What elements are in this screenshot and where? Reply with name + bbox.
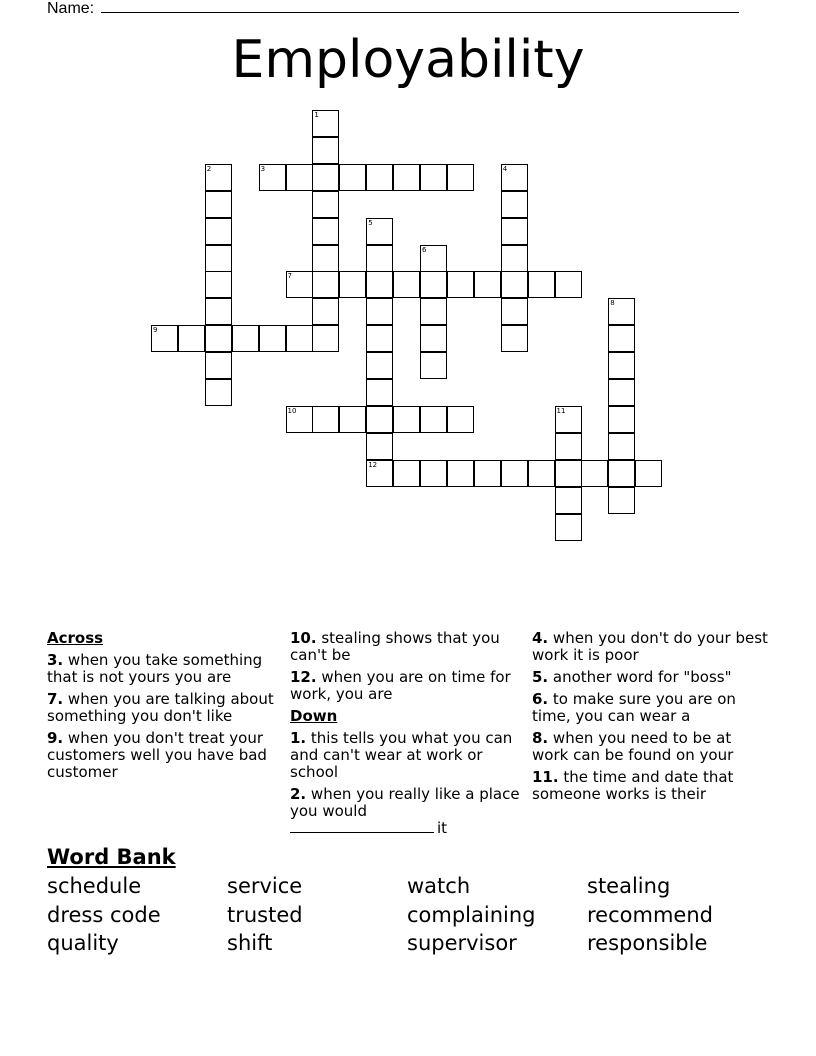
clue-number: 6 — [422, 245, 427, 254]
clue-number: 12 — [368, 460, 378, 469]
grid-cell[interactable] — [366, 271, 393, 298]
word-bank-item: recommend — [587, 902, 713, 927]
grid-cell[interactable] — [205, 379, 232, 406]
grid-cell[interactable] — [393, 406, 420, 433]
grid-cell[interactable] — [259, 164, 286, 191]
word-bank-item: trusted — [227, 902, 303, 927]
word-bank-item: supervisor — [407, 931, 517, 955]
grid-cell[interactable] — [555, 406, 582, 433]
across-clue-9: 9. when you don't treat your customers well you have bad customer — [47, 729, 267, 781]
grid-cell[interactable] — [393, 271, 420, 298]
word-bank-item: schedule — [47, 874, 142, 898]
grid-cell[interactable] — [528, 271, 555, 298]
grid-cell[interactable] — [366, 433, 393, 460]
grid-cell[interactable] — [447, 460, 474, 487]
grid-cell[interactable] — [312, 110, 339, 137]
grid-cell[interactable] — [608, 352, 635, 379]
grid-cell[interactable] — [312, 137, 339, 164]
grid-cell[interactable] — [528, 460, 555, 487]
grid-cell[interactable] — [447, 271, 474, 298]
clue-number: 1 — [314, 111, 319, 119]
grid-cell[interactable] — [420, 406, 447, 433]
grid-cell[interactable] — [366, 218, 393, 245]
grid-cell[interactable] — [205, 352, 232, 379]
grid-cell[interactable] — [420, 460, 447, 487]
word-bank-title: Word Bank — [47, 845, 176, 869]
grid-cell[interactable] — [286, 325, 313, 352]
grid-cell[interactable] — [286, 406, 313, 433]
grid-cell[interactable] — [312, 325, 339, 352]
word-bank-item: quality — [47, 931, 119, 955]
across-clue-7: 7. when you are talking about something you don't like — [47, 690, 274, 725]
grid-cell[interactable] — [178, 325, 205, 352]
grid-cell[interactable] — [366, 379, 393, 406]
grid-cell[interactable] — [555, 487, 582, 514]
clue-column-2 — [290, 630, 528, 842]
grid-cell[interactable] — [608, 460, 635, 487]
grid-cell[interactable] — [259, 325, 286, 352]
clue-number: 7 — [287, 272, 292, 281]
grid-cell[interactable] — [151, 325, 178, 352]
down-clue-6: 6. to make sure you are on time, you can wear a — [532, 690, 736, 725]
down-clue-11: 11. the time and date that someone works is their — [532, 768, 734, 803]
grid-cell[interactable] — [501, 460, 528, 487]
grid-cell[interactable] — [205, 245, 232, 272]
down-clue-5: 5. another word for "boss" — [532, 668, 732, 686]
word-bank-item: stealing — [587, 874, 671, 898]
clue-number: 5 — [368, 218, 373, 227]
grid-cell[interactable] — [366, 406, 393, 433]
word-bank-item: watch — [407, 874, 471, 898]
word-bank-item: service — [227, 874, 303, 898]
grid-cell[interactable] — [420, 352, 447, 379]
clue-number: 9 — [153, 326, 158, 335]
word-bank-item: complaining — [407, 902, 536, 927]
grid-cell[interactable] — [339, 406, 366, 433]
grid-cell[interactable] — [474, 460, 501, 487]
grid-cell[interactable] — [339, 271, 366, 298]
grid-cell[interactable] — [286, 164, 313, 191]
grid-cell[interactable] — [312, 271, 339, 298]
grid-cell[interactable] — [474, 271, 501, 298]
grid-cell[interactable] — [366, 245, 393, 272]
grid-cell[interactable] — [312, 191, 339, 218]
grid-cell[interactable] — [555, 460, 582, 487]
grid-cell[interactable] — [366, 460, 393, 487]
grid-cell[interactable] — [447, 406, 474, 433]
across-clue-12: 12. when you are on time for work, you are — [290, 668, 511, 703]
grid-cell[interactable] — [501, 298, 528, 325]
puzzle-title: Employability — [231, 30, 585, 90]
grid-cell[interactable] — [205, 298, 232, 325]
grid-cell[interactable] — [366, 352, 393, 379]
down-clue-4: 4. when you don't do your best work it is poor — [532, 629, 768, 664]
grid-cell[interactable] — [555, 514, 582, 541]
grid-cell[interactable] — [608, 487, 635, 514]
grid-cell[interactable] — [366, 164, 393, 191]
grid-cell[interactable] — [608, 325, 635, 352]
grid-cell[interactable] — [555, 271, 582, 298]
grid-cell[interactable] — [581, 460, 608, 487]
across-heading: Across — [47, 629, 104, 647]
grid-cell[interactable] — [205, 191, 232, 218]
grid-cell[interactable] — [393, 164, 420, 191]
grid-cell[interactable] — [205, 164, 232, 191]
clue-number: 3 — [260, 164, 266, 173]
word-bank-item: dress code — [47, 902, 161, 927]
down-clue-1: 1. this tells you what you can and can't wear at work or school — [290, 729, 513, 781]
grid-cell[interactable] — [420, 164, 447, 191]
grid-cell[interactable] — [286, 271, 313, 298]
grid-cell[interactable] — [608, 406, 635, 433]
grid-cell[interactable] — [312, 164, 339, 191]
clue-number: 4 — [502, 164, 508, 173]
grid-cell[interactable] — [420, 298, 447, 325]
grid-cell[interactable] — [608, 298, 635, 325]
grid-cell[interactable] — [366, 298, 393, 325]
grid-cell[interactable] — [420, 245, 447, 272]
clue-column-3 — [532, 630, 768, 808]
grid-cell[interactable] — [501, 245, 528, 272]
grid-cell[interactable] — [312, 298, 339, 325]
grid-cell[interactable] — [501, 271, 528, 298]
down-heading: Down — [290, 707, 338, 725]
name-label: Name: — [47, 0, 95, 17]
grid-cell[interactable] — [312, 245, 339, 272]
clue-number: 8 — [610, 299, 615, 308]
grid-cell[interactable] — [447, 164, 474, 191]
grid-cell[interactable] — [608, 379, 635, 406]
grid-cell[interactable] — [501, 191, 528, 218]
grid-cell[interactable] — [339, 164, 366, 191]
clue-column-1 — [47, 630, 283, 786]
grid-cell[interactable] — [501, 218, 528, 245]
across-clue-10: 10. stealing shows that you can't be — [290, 629, 500, 664]
grid-cell[interactable] — [608, 433, 635, 460]
clue-number: 10 — [287, 406, 297, 415]
grid-cell[interactable] — [420, 325, 447, 352]
grid-cell[interactable] — [205, 218, 232, 245]
grid-cell[interactable] — [393, 460, 420, 487]
grid-cell[interactable] — [420, 271, 447, 298]
answer-blank — [290, 820, 434, 833]
grid-cell[interactable] — [232, 325, 259, 352]
down-clue-2: 2. when you really like a place you would it — [290, 785, 520, 837]
word-bank — [47, 872, 767, 958]
grid-cell[interactable] — [312, 218, 339, 245]
across-clue-3: 3. when you take something that is not yours you are — [47, 651, 263, 686]
clue-number: 2 — [206, 164, 212, 173]
grid-cell[interactable] — [501, 325, 528, 352]
down-clue-8: 8. when you need to be at work can be found on your — [532, 729, 734, 764]
grid-cell[interactable] — [205, 325, 232, 352]
grid-cell[interactable] — [312, 406, 339, 433]
grid-cell[interactable] — [635, 460, 662, 487]
clue-number: 11 — [556, 406, 566, 415]
grid-cell[interactable] — [366, 325, 393, 352]
grid-cell[interactable] — [501, 164, 528, 191]
word-bank-item: shift — [227, 931, 273, 955]
word-bank-item: responsible — [587, 931, 708, 955]
grid-cell[interactable] — [555, 433, 582, 460]
grid-cell[interactable] — [205, 271, 232, 298]
